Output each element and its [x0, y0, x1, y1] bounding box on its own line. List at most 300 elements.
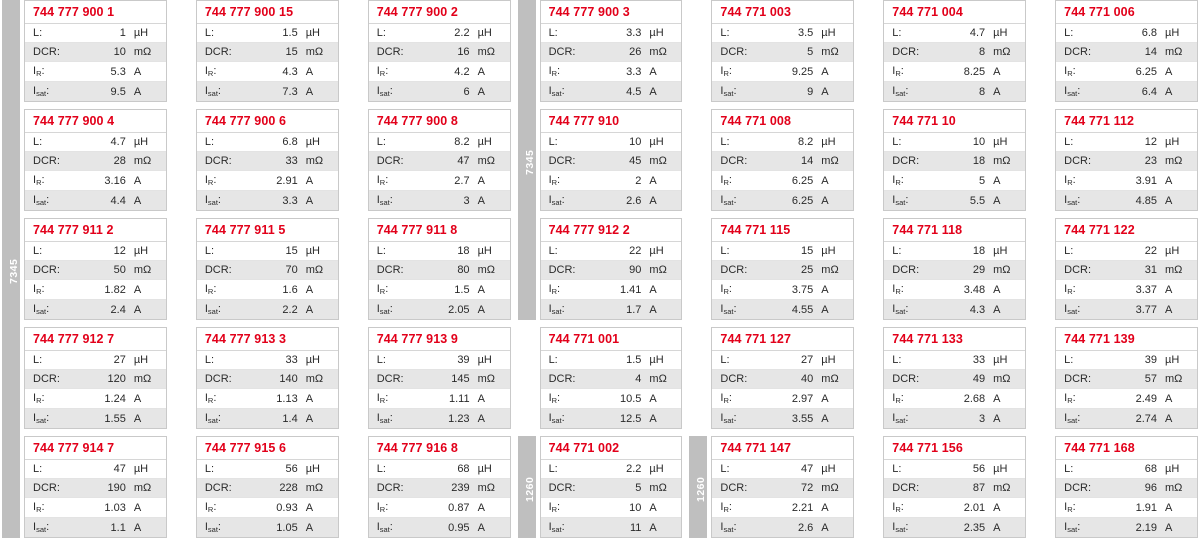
spec-row-ir — [369, 171, 510, 191]
spec-value-l: 6.8 — [1141, 27, 1157, 39]
spec-row-dcr — [541, 43, 682, 62]
spec-value-l: 27 — [113, 354, 126, 366]
part-card[interactable] — [1055, 109, 1198, 211]
part-number: 744 777 900 3 — [541, 1, 682, 24]
spec-unit-ir: A — [993, 283, 1001, 296]
spec-unit-isat: A — [993, 521, 1001, 534]
spec-row-dcr — [197, 261, 338, 280]
spec-label-dcr: DCR: — [548, 482, 576, 494]
spec-unit-l: µH — [821, 463, 836, 475]
spec-value-l: 10 — [629, 136, 642, 148]
part-number: 744 777 911 5 — [197, 219, 338, 242]
part-number: 744 777 900 6 — [197, 110, 338, 133]
spec-value-l: 8.2 — [454, 136, 470, 148]
spec-label-isat: $I_{sat}$: — [33, 521, 50, 534]
spec-label-isat: $I_{sat}$: — [204, 303, 221, 316]
spec-label-ir: $I_R$: — [376, 65, 389, 78]
spec-unit-ir: A — [993, 392, 1001, 405]
spec-value-isat: 3.77 — [1135, 303, 1157, 316]
spec-value-isat: 3 — [463, 194, 470, 207]
spec-row-dcr — [1056, 261, 1197, 280]
spec-unit-isat: A — [821, 303, 829, 316]
spec-row-l — [369, 351, 510, 370]
spec-unit-dcr: mΩ — [1165, 264, 1183, 276]
spec-unit-ir: A — [305, 174, 314, 187]
spec-row-isat — [369, 82, 510, 101]
spec-label-l: L: — [548, 27, 558, 39]
spec-label-dcr: DCR: — [720, 482, 748, 494]
spec-unit-l: µH — [821, 354, 836, 366]
spec-value-l: 1.5 — [282, 27, 298, 39]
spec-label-l: L: — [1064, 136, 1074, 148]
part-card[interactable] — [711, 327, 854, 429]
part-card[interactable] — [196, 218, 339, 320]
part-card[interactable] — [1055, 218, 1198, 320]
spec-value-ir: 10 — [629, 501, 642, 514]
spec-label-isat: $I_{sat}$: — [548, 194, 565, 207]
spec-row-dcr — [25, 479, 166, 498]
spec-value-isat: 6.4 — [1141, 85, 1157, 98]
spec-row-dcr — [712, 152, 853, 171]
spec-value-dcr: 5 — [807, 46, 814, 58]
spec-value-isat: 2.35 — [963, 521, 986, 534]
part-card[interactable] — [540, 218, 683, 320]
spec-label-isat: $I_{sat}$: — [204, 85, 221, 98]
spec-row-isat — [197, 518, 338, 537]
spec-row-l — [884, 351, 1025, 370]
spec-row-ir — [1056, 62, 1197, 82]
spec-unit-isat: A — [821, 521, 829, 534]
spec-unit-dcr: mΩ — [649, 46, 667, 58]
spec-value-ir: 0.87 — [448, 501, 470, 514]
spec-label-dcr: DCR: — [376, 373, 404, 385]
spec-value-dcr: 45 — [629, 155, 642, 167]
spec-unit-dcr: mΩ — [305, 373, 324, 385]
spec-unit-isat: A — [1165, 303, 1173, 316]
spec-value-isat: 1.23 — [448, 412, 470, 425]
spec-row-l — [1056, 133, 1197, 152]
spec-value-isat: 2.05 — [448, 303, 470, 316]
package-size-tag: 7345 — [518, 0, 536, 320]
spec-label-dcr: DCR: — [720, 264, 748, 276]
spec-row-isat — [712, 191, 853, 210]
spec-unit-dcr: mΩ — [477, 46, 495, 58]
spec-value-isat: 1.55 — [104, 412, 126, 425]
spec-unit-l: µH — [649, 136, 664, 148]
part-number: 744 771 002 — [541, 437, 682, 460]
spec-label-ir: $I_R$: — [548, 283, 561, 296]
spec-value-ir: 1.5 — [454, 283, 470, 296]
spec-row-l — [197, 460, 338, 479]
spec-row-ir — [541, 389, 682, 409]
spec-unit-l: µH — [133, 136, 149, 148]
part-card[interactable] — [196, 0, 339, 102]
part-number: 744 777 912 7 — [25, 328, 166, 351]
spec-row-ir — [369, 62, 510, 82]
spec-value-dcr: 10 — [113, 46, 126, 58]
spec-label-isat: $I_{sat}$: — [720, 412, 737, 425]
spec-unit-isat: A — [1165, 85, 1173, 98]
spec-value-isat: 9.5 — [110, 85, 126, 98]
package-size-tag: 7345 — [2, 0, 20, 538]
spec-label-l: L: — [204, 245, 215, 257]
spec-label-isat: $I_{sat}$: — [204, 412, 221, 425]
spec-unit-ir: A — [649, 174, 657, 187]
spec-unit-dcr: mΩ — [477, 155, 495, 167]
spec-row-dcr — [1056, 43, 1197, 62]
spec-unit-l: µH — [993, 27, 1008, 39]
part-card[interactable] — [1055, 327, 1198, 429]
spec-label-dcr: DCR: — [548, 373, 576, 385]
spec-label-ir: $I_R$: — [1064, 283, 1076, 296]
spec-unit-ir: A — [133, 392, 142, 405]
part-column — [861, 0, 1026, 538]
spec-row-l — [712, 24, 853, 43]
spec-row-dcr — [25, 261, 166, 280]
spec-unit-ir: A — [821, 392, 829, 405]
spec-unit-ir: A — [993, 501, 1001, 514]
spec-label-isat: $I_{sat}$: — [720, 85, 737, 98]
part-number: 744 777 911 8 — [369, 219, 510, 242]
spec-row-ir — [541, 171, 682, 191]
spec-value-dcr: 228 — [279, 482, 298, 494]
spec-unit-ir: A — [1165, 174, 1173, 187]
part-card[interactable] — [711, 218, 854, 320]
spec-row-isat — [1056, 82, 1197, 101]
part-card[interactable] — [883, 327, 1026, 429]
spec-label-ir: $I_R$: — [1064, 174, 1076, 187]
spec-label-l: L: — [1064, 27, 1074, 39]
spec-label-isat: $I_{sat}$: — [376, 412, 393, 425]
part-card[interactable] — [24, 109, 167, 211]
spec-value-isat: 4.5 — [626, 85, 642, 98]
spec-value-ir: 1.91 — [1135, 501, 1157, 514]
part-card[interactable] — [883, 109, 1026, 211]
part-card[interactable] — [24, 436, 167, 538]
spec-label-dcr: DCR: — [204, 46, 232, 58]
spec-row-dcr — [712, 261, 853, 280]
spec-unit-isat: A — [305, 85, 314, 98]
spec-unit-isat: A — [649, 521, 657, 534]
spec-value-isat: 8 — [979, 85, 986, 98]
spec-value-isat: 1.05 — [276, 521, 298, 534]
spec-value-dcr: 57 — [1144, 373, 1157, 385]
spec-unit-ir: A — [305, 65, 314, 78]
part-card[interactable] — [368, 436, 511, 538]
spec-row-isat — [884, 191, 1025, 210]
part-card[interactable] — [196, 327, 339, 429]
spec-value-isat: 0.95 — [448, 521, 470, 534]
spec-label-ir: $I_R$: — [548, 174, 561, 187]
spec-unit-dcr: mΩ — [649, 482, 667, 494]
spec-label-ir: $I_R$: — [376, 501, 389, 514]
spec-unit-ir: A — [1165, 283, 1173, 296]
spec-value-ir: 1.11 — [448, 392, 470, 405]
spec-row-ir — [884, 62, 1025, 82]
spec-value-ir: 10.5 — [620, 392, 642, 405]
part-column — [174, 0, 339, 538]
spec-row-ir — [884, 171, 1025, 191]
spec-value-dcr: 14 — [1144, 46, 1157, 58]
spec-value-isat: 1.1 — [110, 521, 126, 534]
spec-row-ir — [197, 280, 338, 300]
spec-unit-l: µH — [649, 463, 664, 475]
spec-value-l: 39 — [457, 354, 470, 366]
spec-unit-l: µH — [133, 354, 149, 366]
spec-row-ir — [541, 498, 682, 518]
spec-label-isat: $I_{sat}$: — [720, 521, 737, 534]
part-card[interactable] — [883, 436, 1026, 538]
part-card[interactable] — [196, 109, 339, 211]
spec-row-l — [541, 460, 682, 479]
spec-label-isat: $I_{sat}$: — [548, 412, 565, 425]
spec-label-l: L: — [1064, 245, 1074, 257]
spec-value-l: 1 — [119, 27, 126, 39]
part-number: 744 771 133 — [884, 328, 1025, 351]
spec-unit-l: µH — [649, 354, 664, 366]
part-card[interactable] — [1055, 436, 1198, 538]
spec-row-ir — [197, 498, 338, 518]
spec-unit-ir: A — [305, 392, 314, 405]
spec-value-dcr: 26 — [629, 46, 642, 58]
spec-unit-dcr: mΩ — [477, 373, 495, 385]
part-card[interactable] — [24, 327, 167, 429]
spec-row-ir — [197, 171, 338, 191]
spec-value-isat: 2.19 — [1135, 521, 1157, 534]
spec-unit-ir: A — [649, 392, 657, 405]
part-card[interactable] — [368, 0, 511, 102]
spec-label-ir: $I_R$: — [204, 65, 217, 78]
spec-value-isat: 2.2 — [282, 303, 298, 316]
spec-unit-ir: A — [993, 174, 1001, 187]
spec-value-l: 4.7 — [110, 136, 126, 148]
spec-value-ir: 4.3 — [282, 65, 298, 78]
part-number: 744 777 900 4 — [25, 110, 166, 133]
spec-unit-ir: A — [821, 65, 829, 78]
spec-row-isat — [369, 300, 510, 319]
spec-value-isat: 11 — [630, 521, 642, 534]
spec-value-ir: 6.25 — [791, 174, 814, 187]
spec-value-l: 27 — [801, 354, 814, 366]
part-card[interactable] — [24, 218, 167, 320]
spec-value-isat: 2.4 — [110, 303, 126, 316]
part-card[interactable] — [368, 327, 511, 429]
spec-label-dcr: DCR: — [376, 46, 404, 58]
spec-value-dcr: 90 — [629, 264, 642, 276]
part-card[interactable] — [540, 436, 683, 538]
spec-row-ir — [369, 498, 510, 518]
spec-value-l: 56 — [972, 463, 986, 475]
spec-label-ir: $I_R$: — [892, 392, 904, 405]
part-card[interactable] — [711, 0, 854, 102]
spec-row-ir — [884, 389, 1025, 409]
part-number: 744 771 127 — [712, 328, 853, 351]
part-card[interactable] — [368, 218, 511, 320]
spec-row-isat — [25, 409, 166, 428]
spec-label-dcr: DCR: — [33, 264, 60, 276]
spec-label-isat: $I_{sat}$: — [548, 85, 565, 98]
spec-label-ir: $I_R$: — [892, 501, 904, 514]
part-number: 744 777 900 15 — [197, 1, 338, 24]
spec-value-l: 3.5 — [797, 27, 814, 39]
part-card[interactable] — [883, 218, 1026, 320]
spec-label-isat: $I_{sat}$: — [892, 194, 909, 207]
spec-label-ir: $I_R$: — [33, 65, 45, 78]
spec-row-isat — [197, 409, 338, 428]
spec-value-dcr: 80 — [457, 264, 470, 276]
spec-label-ir: $I_R$: — [204, 174, 217, 187]
spec-row-ir — [1056, 389, 1197, 409]
part-number: 744 777 913 9 — [369, 328, 510, 351]
spec-unit-l: µH — [993, 245, 1008, 257]
spec-label-dcr: DCR: — [204, 373, 232, 385]
spec-row-isat — [25, 82, 166, 101]
part-number: 744 771 006 — [1056, 1, 1197, 24]
spec-row-dcr — [25, 152, 166, 171]
part-card[interactable] — [711, 109, 854, 211]
spec-row-dcr — [25, 370, 166, 389]
spec-label-ir: $I_R$: — [376, 392, 389, 405]
spec-label-isat: $I_{sat}$: — [33, 412, 50, 425]
part-card[interactable] — [24, 0, 167, 102]
spec-value-l: 33 — [972, 354, 986, 366]
spec-row-isat — [369, 191, 510, 210]
spec-row-ir — [25, 171, 166, 191]
spec-unit-l: µH — [1165, 463, 1180, 475]
spec-row-isat — [541, 300, 682, 319]
spec-label-dcr: DCR: — [892, 46, 920, 58]
spec-label-ir: $I_R$: — [1064, 65, 1076, 78]
spec-value-isat: 4.3 — [969, 303, 986, 316]
part-card[interactable] — [883, 0, 1026, 102]
spec-row-ir — [884, 498, 1025, 518]
spec-value-l: 4.7 — [969, 27, 986, 39]
spec-value-ir: 1.82 — [104, 283, 126, 296]
spec-unit-ir: A — [477, 501, 485, 514]
spec-row-ir — [25, 280, 166, 300]
spec-unit-l: µH — [305, 354, 320, 366]
part-card[interactable] — [196, 436, 339, 538]
part-number: 744 771 147 — [712, 437, 853, 460]
spec-label-ir: $I_R$: — [548, 501, 561, 514]
spec-unit-ir: A — [649, 283, 657, 296]
spec-unit-l: µH — [1165, 354, 1180, 366]
spec-row-l — [1056, 460, 1197, 479]
spec-label-dcr: DCR: — [33, 482, 60, 494]
part-number: 744 771 122 — [1056, 219, 1197, 242]
spec-row-dcr — [884, 261, 1025, 280]
spec-row-ir — [25, 62, 166, 82]
spec-unit-isat: A — [993, 303, 1001, 316]
spec-value-dcr: 14 — [801, 155, 814, 167]
spec-value-dcr: 190 — [107, 482, 126, 494]
spec-unit-dcr: mΩ — [821, 155, 839, 167]
spec-row-ir — [884, 280, 1025, 300]
spec-row-isat — [369, 518, 510, 537]
spec-row-ir — [369, 280, 510, 300]
spec-unit-dcr: mΩ — [649, 264, 667, 276]
spec-row-l — [712, 242, 853, 261]
spec-unit-dcr: mΩ — [133, 46, 152, 58]
spec-value-l: 18 — [972, 245, 986, 257]
spec-value-ir: 1.03 — [104, 501, 126, 514]
spec-unit-ir: A — [133, 283, 142, 296]
spec-value-dcr: 140 — [279, 373, 298, 385]
spec-value-dcr: 47 — [457, 155, 470, 167]
spec-row-ir — [25, 389, 166, 409]
spec-unit-dcr: mΩ — [305, 155, 324, 167]
part-number: 744 777 900 2 — [369, 1, 510, 24]
spec-row-dcr — [369, 152, 510, 171]
spec-value-ir: 3.37 — [1135, 283, 1157, 296]
spec-row-isat — [541, 409, 682, 428]
part-card[interactable] — [368, 109, 511, 211]
spec-unit-l: µH — [1165, 245, 1180, 257]
spec-label-dcr: DCR: — [892, 264, 920, 276]
part-card[interactable] — [540, 327, 683, 429]
spec-label-isat: $I_{sat}$: — [204, 521, 221, 534]
spec-row-dcr — [541, 479, 682, 498]
spec-row-dcr — [197, 370, 338, 389]
spec-value-l: 3.3 — [626, 27, 642, 39]
spec-row-dcr — [197, 43, 338, 62]
spec-value-isat: 1.7 — [626, 303, 642, 316]
spec-unit-isat: A — [821, 85, 829, 98]
spec-row-l — [1056, 242, 1197, 261]
spec-value-isat: 6 — [463, 85, 470, 98]
spec-row-ir — [1056, 171, 1197, 191]
spec-label-l: L: — [204, 463, 215, 475]
spec-row-isat — [25, 191, 166, 210]
spec-unit-isat: A — [1165, 194, 1173, 207]
spec-row-dcr — [541, 152, 682, 171]
spec-label-l: L: — [892, 245, 902, 257]
spec-label-dcr: DCR: — [720, 373, 748, 385]
spec-row-ir — [1056, 280, 1197, 300]
part-card[interactable] — [1055, 0, 1198, 102]
spec-row-l — [541, 242, 682, 261]
spec-label-dcr: DCR: — [376, 264, 404, 276]
part-card[interactable] — [540, 109, 683, 211]
spec-label-ir: $I_R$: — [1064, 392, 1076, 405]
spec-label-dcr: DCR: — [204, 155, 232, 167]
spec-unit-ir: A — [477, 65, 485, 78]
spec-value-ir: 5.3 — [110, 65, 126, 78]
spec-unit-ir: A — [821, 501, 829, 514]
spec-value-dcr: 18 — [972, 155, 986, 167]
spec-label-ir: $I_R$: — [33, 174, 45, 187]
spec-value-dcr: 23 — [1144, 155, 1157, 167]
spec-unit-dcr: mΩ — [821, 46, 839, 58]
spec-value-l: 6.8 — [282, 136, 298, 148]
spec-label-isat: $I_{sat}$: — [1064, 521, 1081, 534]
spec-label-l: L: — [1064, 354, 1074, 366]
spec-row-l — [197, 351, 338, 370]
part-column — [518, 0, 683, 538]
spec-label-isat: $I_{sat}$: — [720, 194, 737, 207]
part-number: 744 771 004 — [884, 1, 1025, 24]
spec-value-l: 47 — [801, 463, 814, 475]
part-card[interactable] — [540, 0, 683, 102]
spec-row-dcr — [884, 152, 1025, 171]
spec-unit-l: µH — [649, 245, 664, 257]
part-card[interactable] — [711, 436, 854, 538]
spec-row-isat — [197, 300, 338, 319]
spec-value-l: 15 — [285, 245, 298, 257]
spec-unit-isat: A — [821, 412, 829, 425]
spec-row-l — [369, 460, 510, 479]
spec-value-dcr: 87 — [972, 482, 986, 494]
